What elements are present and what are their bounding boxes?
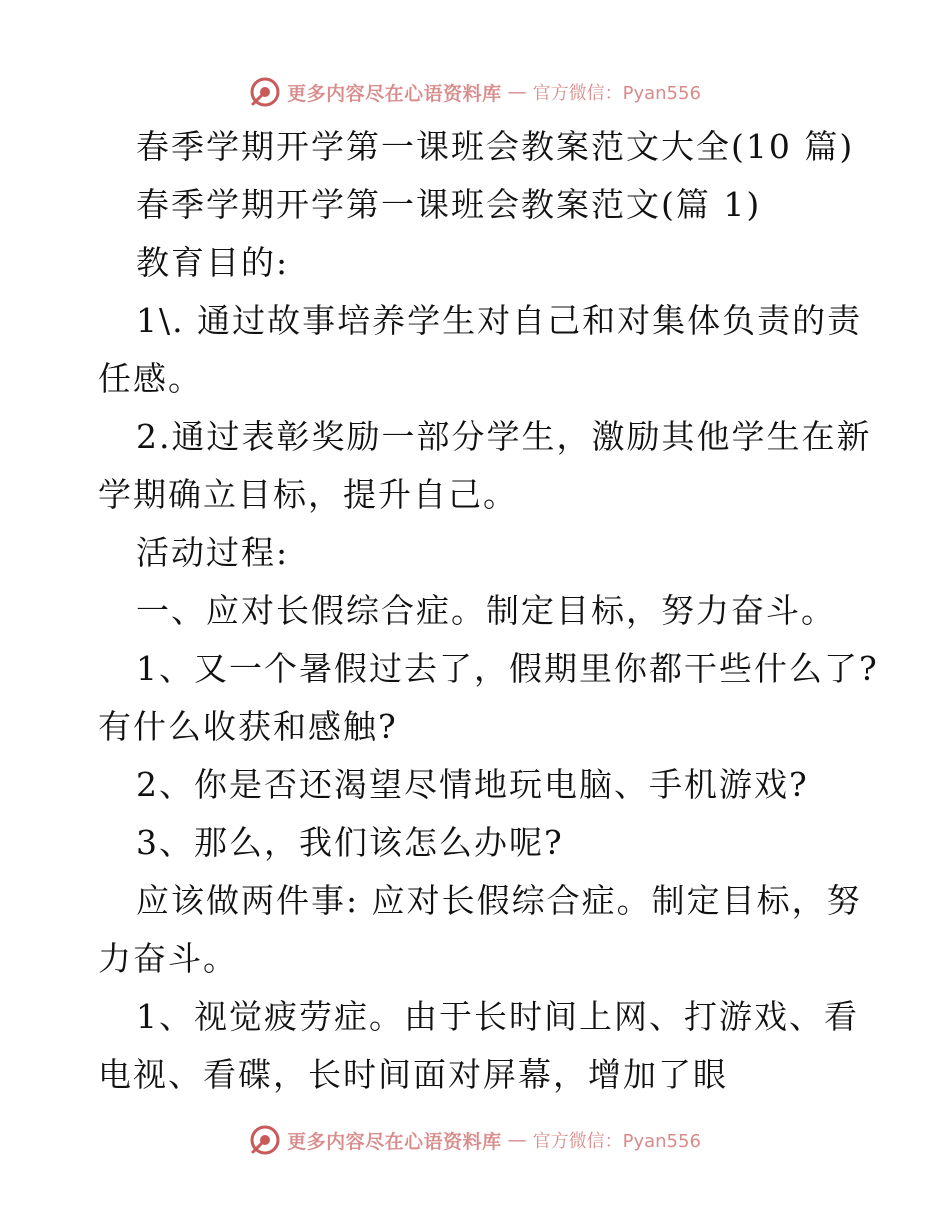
text-line: 教育目的: xyxy=(136,243,290,282)
text-line: 3、那么，我们该怎么办呢? xyxy=(136,823,564,862)
text-line: 学期确立目标，提升自己。 xyxy=(98,475,518,514)
text-line: 电视、看碟，长时间面对屏幕，增加了眼 xyxy=(98,1055,728,1094)
text-line: 应该做两件事: 应对长假综合症。制定目标，努 xyxy=(136,881,862,920)
text-line: 1\. 通过故事培养学生对自己和对集体负责的责 xyxy=(136,301,863,340)
watermark-wechat: 官方微信：Pyan556 xyxy=(532,83,701,104)
text-line: 任感。 xyxy=(98,359,203,398)
text-line: 春季学期开学第一课班会教案范文(篇 1) xyxy=(136,185,762,224)
watermark-wechat: 官方微信：Pyan556 xyxy=(532,1131,701,1152)
text-line: 2.通过表彰奖励一部分学生，激励其他学生在新 xyxy=(136,417,872,456)
text-line: 1、又一个暑假过去了，假期里你都干些什么了? xyxy=(136,649,879,688)
header-watermark xyxy=(0,72,950,112)
watermark-separator: — xyxy=(507,1129,527,1151)
text-line: 活动过程: xyxy=(136,533,290,572)
document-body xyxy=(98,118,879,1104)
pen-logo-icon xyxy=(249,76,281,108)
watermark-brand: 更多内容尽在心语资料库 xyxy=(287,82,502,105)
text-line: 2、你是否还渴望尽情地玩电脑、手机游戏? xyxy=(136,765,809,804)
text-line: 力奋斗。 xyxy=(98,939,238,978)
text-line: 有什么收获和感触? xyxy=(98,707,398,746)
text-line: 1、视觉疲劳症。由于长时间上网、打游戏、看 xyxy=(136,997,859,1036)
text-line: 春季学期开学第一课班会教案范文大全(10 篇) xyxy=(136,127,855,166)
text-line: 一、应对长假综合症。制定目标，努力奋斗。 xyxy=(136,591,836,630)
footer-watermark xyxy=(0,1120,950,1160)
watermark-brand: 更多内容尽在心语资料库 xyxy=(287,1130,502,1153)
pen-logo-icon xyxy=(249,1124,281,1156)
watermark-separator: — xyxy=(507,81,527,103)
